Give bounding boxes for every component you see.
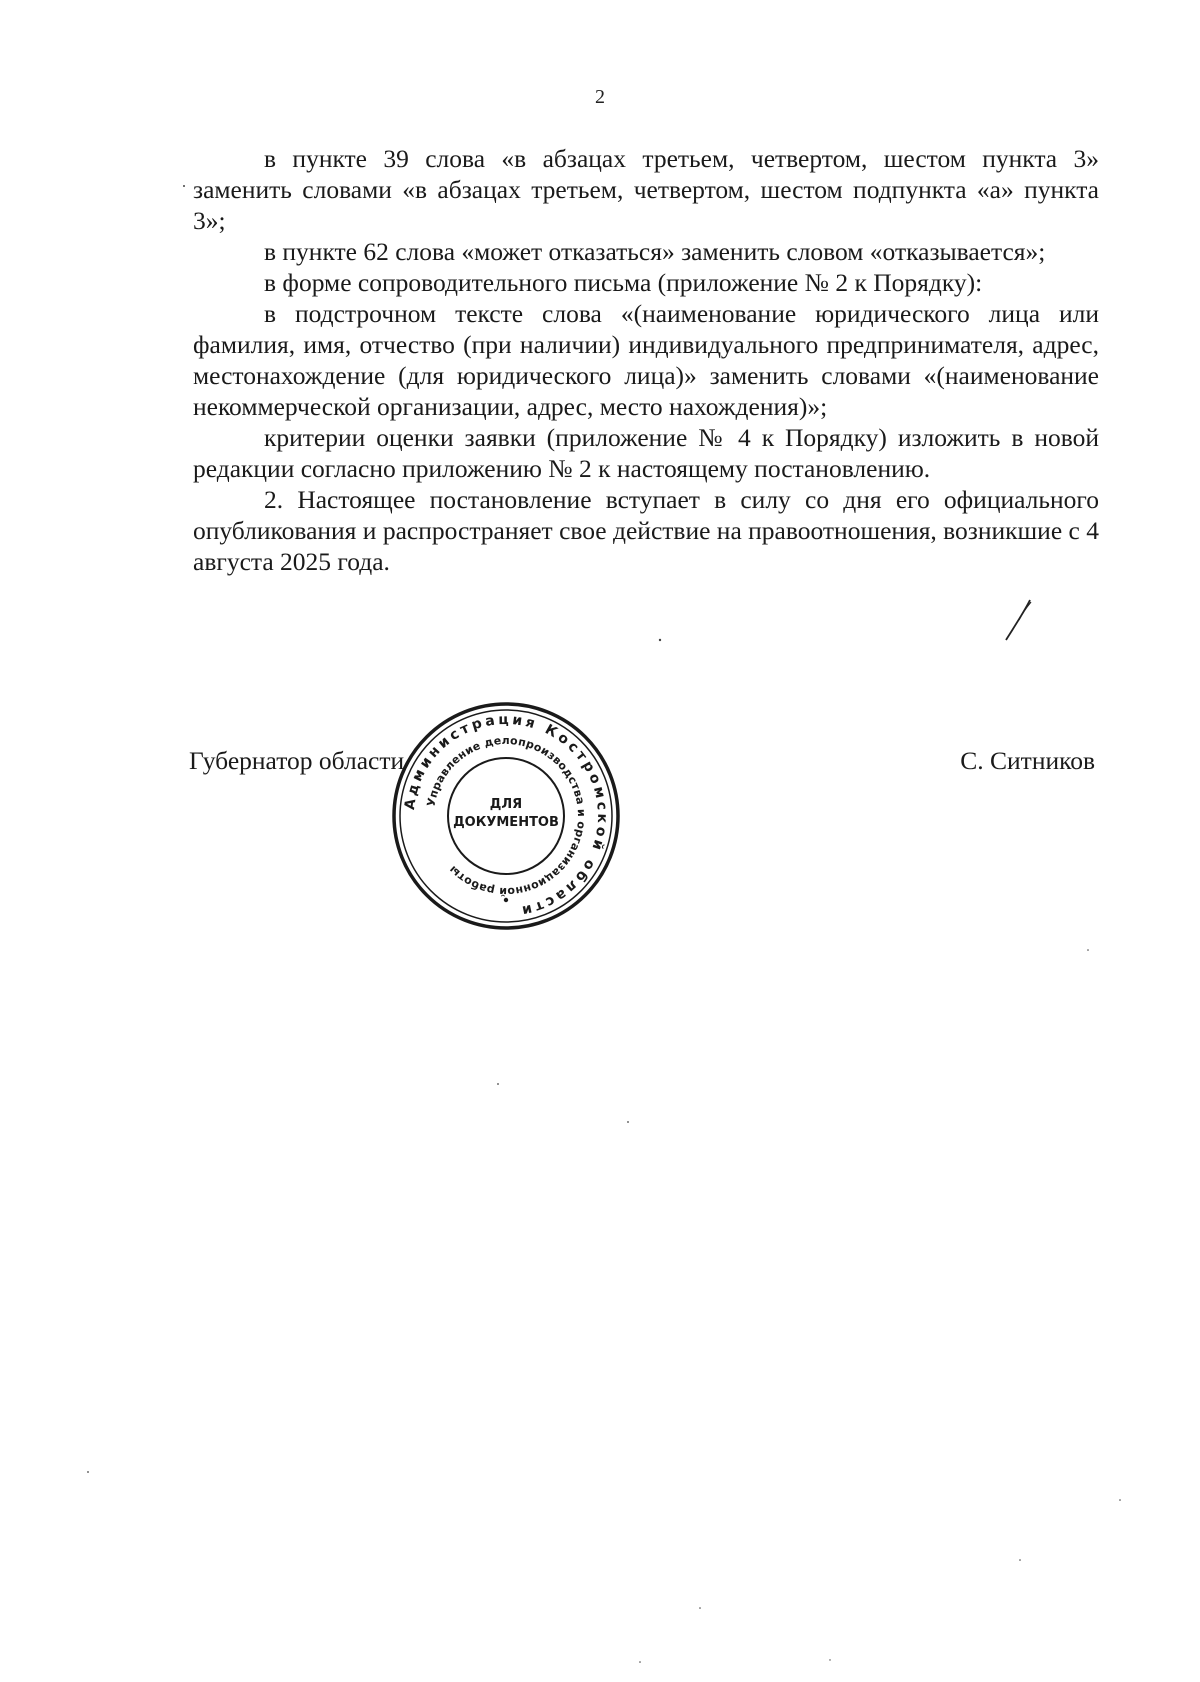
stamp-center-line-2: ДОКУМЕНТОВ	[453, 815, 559, 830]
signature-pen-mark	[1000, 598, 1036, 642]
page-number: 2	[595, 86, 605, 108]
official-stamp	[390, 700, 622, 932]
paragraph-point-39: в пункте 39 слова «в абзацах третьем, четвертом, шестом пункта 3» заменить словами «в абзацах третьем, четвертом, шестом подпункта «а» пункта 3»;	[193, 144, 1099, 235]
paragraph-evaluation-criteria: критерии оценки заявки (приложение № 4 к Порядку) изложить в новой редакции согласно приложению № 2 к настоящему постановлению.	[193, 423, 1099, 483]
paragraph-subscript-text: в подстрочном тексте слова «(наименование юридического лица или фамилия, имя, отчество (при наличии) индивидуального предпринимателя, адрес, местонахождение (для юридического лица)» заменить словами «(наименование некоммерческой организации, адрес, место нахождения)»;	[193, 299, 1099, 421]
signature-block	[189, 746, 1095, 786]
stamp-dot	[504, 898, 508, 902]
paragraph-point-62: в пункте 62 слова «может отказаться» заменить словом «отказывается»;	[264, 237, 1046, 266]
stamp-outer-text: Администрация Костромской области	[402, 711, 611, 920]
signatory-position: Губернатор области	[189, 746, 405, 775]
paragraph-entry-into-force: 2. Настоящее постановление вступает в силу со дня его официального опубликования и распространяет свое действие на правоотношения, возникшие с 4 августа 2025 года.	[193, 485, 1099, 576]
paragraph-cover-letter-form: в форме сопроводительного письма (приложение № 2 к Порядку):	[264, 268, 983, 297]
signatory-name: С. Ситников	[960, 746, 1095, 775]
stamp-inner-text: Управление делопроизводства и организационной работы	[424, 733, 589, 899]
stamp-center-line-1: ДЛЯ	[489, 797, 523, 812]
document-body	[193, 143, 1099, 577]
